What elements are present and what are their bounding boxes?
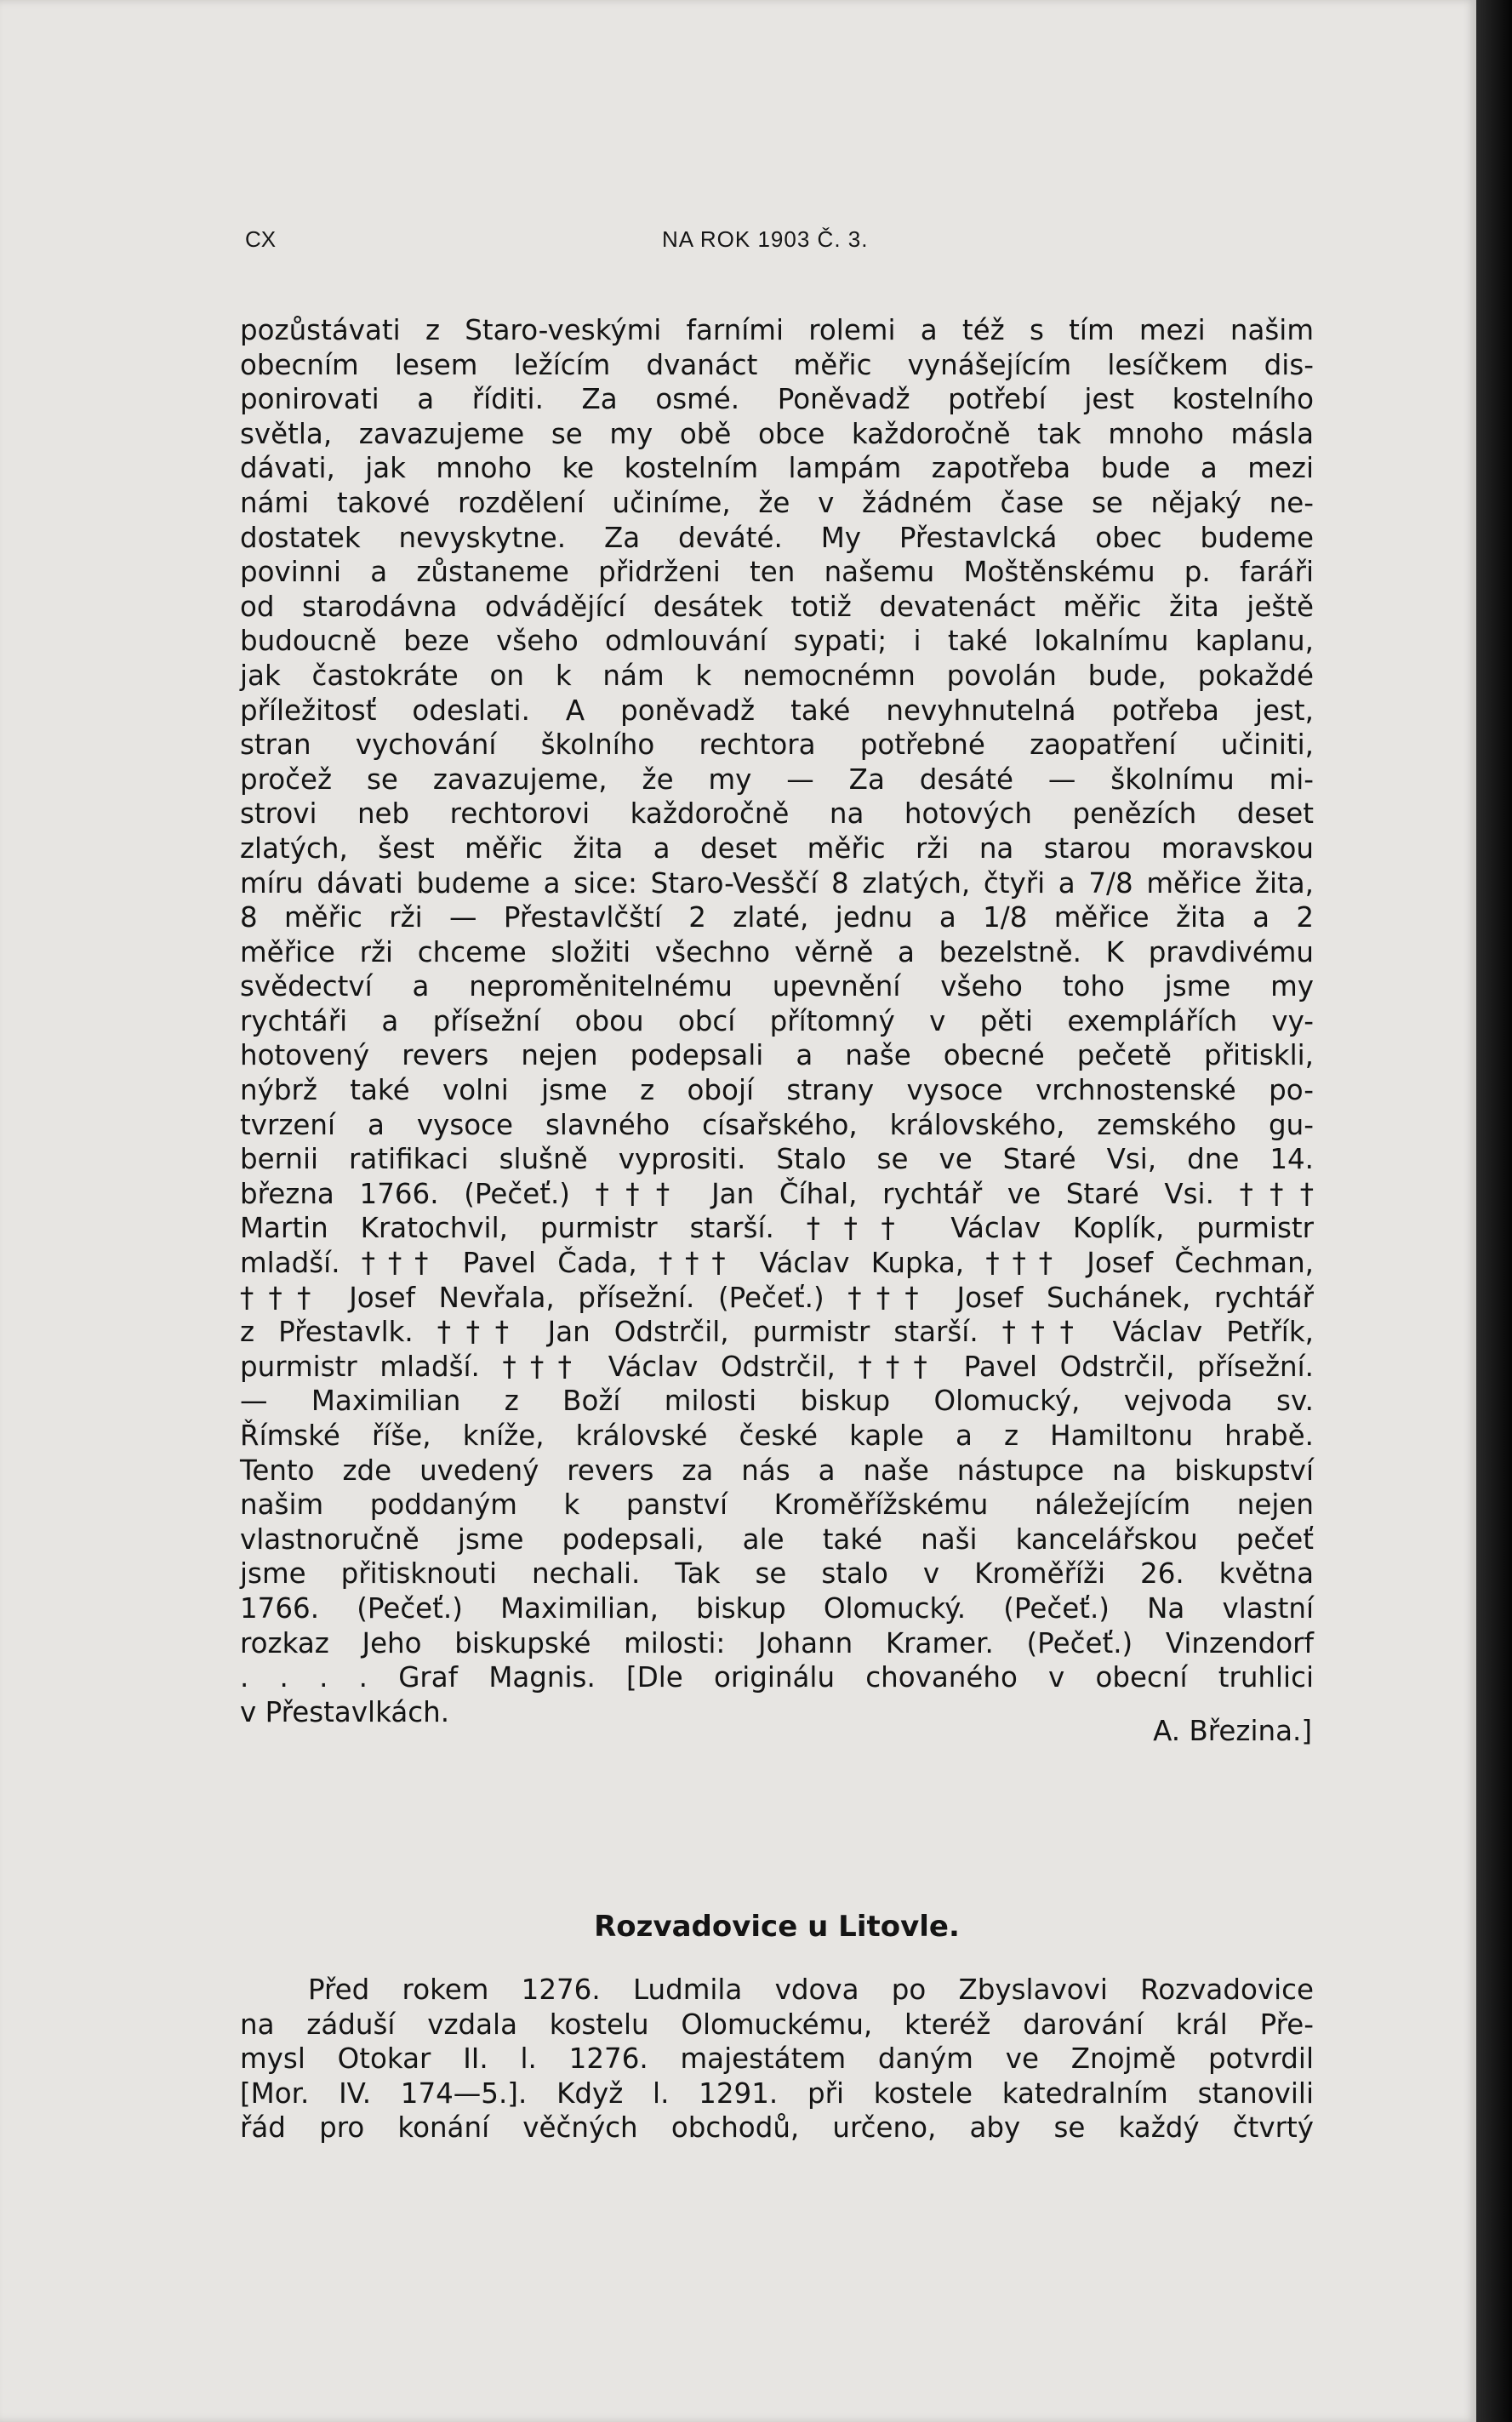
text-line: na záduší vzdala kostelu Olomuckému, kteréž darování král Pře- (240, 2008, 1314, 2041)
text-line: v Přestavlkách. (240, 1695, 450, 1728)
text-line: mysl Otokar II. l. 1276. majestátem daným ve Znojmě potvrdil (240, 2042, 1314, 2076)
text-line: od starodávna odvádějící desátek totiž devatenáct měřic žita ještě (240, 590, 1314, 623)
text-line: tvrzení a vysoce slavného císařského, královského, zemského gu- (240, 1108, 1314, 1141)
text-line: purmistr mladší. ††† Václav Odstrčil, ††† Pavel Odstrčil, přísežní. (240, 1350, 1314, 1383)
text-line: stran vychování školního rechtora potřebné zaopatření učiniti, (240, 728, 1314, 762)
text-line: povinni a zůstaneme přidrženi ten našemu Moštěnskému p. faráři (240, 556, 1314, 589)
text-line: vlastnoručně jsme podepsali, ale také naši kancelářskou pečeť (240, 1522, 1314, 1556)
text-line: března 1766. (Pečeť.) ††† Jan Číhal, rychtář ve Staré Vsi. ††† (240, 1177, 1314, 1210)
text-line: Tento zde uvedený revers za nás a naše nástupce na biskupství (240, 1454, 1314, 1487)
text-line: námi takové rozdělení učiníme, že v žádném čase se nějaký ne- (240, 486, 1314, 519)
page-number: CX (245, 226, 277, 252)
running-title: NA ROK 1903 Č. 3. (662, 226, 869, 252)
text-line: Martin Kratochvil, purmistr starší. ††† Václav Koplík, purmistr (240, 1212, 1314, 1245)
section-text-block (240, 1973, 1314, 2145)
text-line: zlatých, šest měřic žita a deset měřic rži na starou moravskou (240, 831, 1314, 865)
text-line: nýbrž také volni jsme z obojí strany vysoce vrchnostenské po- (240, 1074, 1314, 1107)
text-line: svědectví a neproměnitelnému upevnění všeho toho jsme my (240, 970, 1314, 1003)
text-line: dávati, jak mnoho ke kostelním lampám zapotřeba bude a mezi (240, 452, 1314, 485)
text-line: 1766. (Pečeť.) Maximilian, biskup Olomucký. (Pečeť.) Na vlastní (240, 1591, 1314, 1625)
text-line: strovi neb rechtorovi každoročně na hotových penězích deset (240, 797, 1314, 831)
text-line: jak častokráte on k nám k nemocnémn povolán bude, pokaždé (240, 659, 1314, 692)
text-line: měřice rži chceme složiti všechno věrně a bezelstně. K pravdivému (240, 935, 1314, 968)
text-line: ponirovati a říditi. Za osmé. Poněvadž potřebí jest kostelního (240, 383, 1314, 416)
text-line: . . . . Graf Magnis. [Dle originálu chovaného v obecní truhlici (240, 1661, 1314, 1694)
author-signature: A. Březina.] (1153, 1715, 1312, 1748)
text-line: 8 měřic rži — Přestavlčští 2 zlaté, jednu a 1/8 měřice žita a 2 (240, 901, 1314, 934)
text-line: z Přestavlk. ††† Jan Odstrčil, purmistr starší. ††† Václav Petřík, (240, 1316, 1314, 1349)
text-line: našim poddaným k panství Kroměřížskému náležejícím nejen (240, 1488, 1314, 1522)
text-line: hotovený revers nejen podepsali a naše obecné pečetě přitiskli, (240, 1039, 1314, 1072)
text-line: budoucně beze všeho odmlouvání sypati; i také lokalnímu kaplanu, (240, 625, 1314, 658)
text-line: světla, zavazujeme se my obě obce každoročně tak mnoho másla (240, 417, 1314, 450)
text-line: řád pro konání věčných obchodů, určeno, aby se každý čtvrtý (240, 2111, 1314, 2145)
scan-dark-edge (1476, 0, 1512, 2422)
text-line: Římské říše, kníže, královské české kaple a z Hamiltonu hrabě. (240, 1419, 1314, 1452)
text-line: pročež se zavazujeme, že my — Za desáté — školnímu mi- (240, 763, 1314, 796)
text-line: pozůstávati z Staro-veskými farními rolemi a též s tím mezi našim (240, 314, 1314, 346)
text-line: [Mor. IV. 174—5.]. Když l. 1291. při kostele katedralním stanovili (240, 2076, 1314, 2110)
section-heading: Rozvadovice u Litovle. (594, 1910, 960, 1944)
text-line: — Maximilian z Boží milosti biskup Olomucký, vejvoda sv. (240, 1385, 1314, 1418)
main-text-block (240, 313, 1314, 1749)
text-line: rozkaz Jeho biskupské milosti: Johann Kramer. (Pečeť.) Vinzendorf (240, 1626, 1314, 1659)
text-line: příležitosť odeslati. A poněvadž také nevyhnutelná potřeba jest, (240, 694, 1314, 727)
text-line: obecním lesem ležícím dvanáct měřic vynášejícím lesíčkem dis- (240, 348, 1314, 381)
text-line: mladší. ††† Pavel Čada, ††† Václav Kupka, ††† Josef Čechman, (240, 1247, 1314, 1280)
text-line: jsme přitisknouti nechali. Tak se stalo v Kroměříži 26. května (240, 1557, 1314, 1591)
page-header (245, 226, 1317, 260)
text-line: bernii ratifikaci slušně vyprositi. Stalo se ve Staré Vsi, dne 14. (240, 1143, 1314, 1176)
text-line: Před rokem 1276. Ludmila vdova po Zbyslavovi Rozvadovice (308, 1974, 1314, 2006)
text-line: ††† Josef Nevřala, přísežní. (Pečeť.) ††† Josef Suchánek, rychtář (240, 1281, 1314, 1314)
text-line: dostatek nevyskytne. Za deváté. My Přestavlcká obec budeme (240, 521, 1314, 554)
text-line: míru dávati budeme a sice: Staro-Vesščí 8 zlatých, čtyři a 7/8 měřice žita, (240, 866, 1314, 900)
text-line: rychtáři a přísežní obou obcí přítomný v pěti exemplářích vy- (240, 1004, 1314, 1037)
